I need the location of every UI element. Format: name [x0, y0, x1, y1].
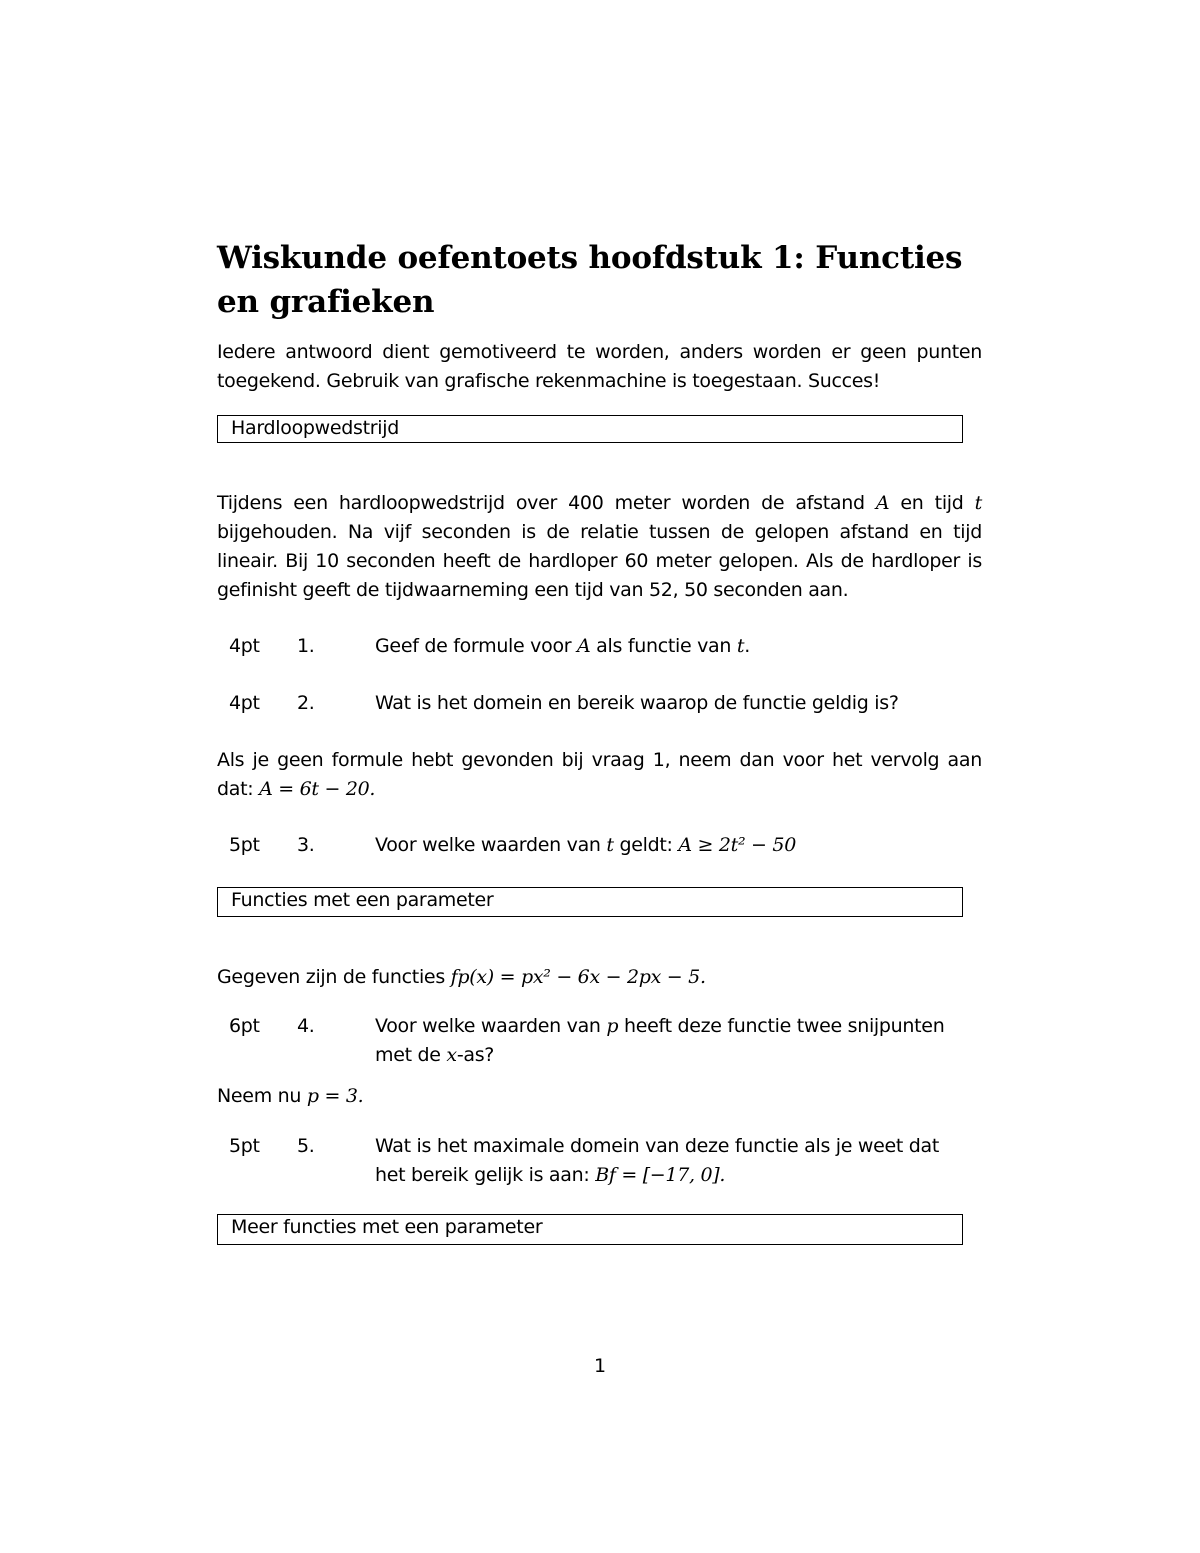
text-span: Voor welke waarden van — [375, 834, 607, 856]
page-title: Wiskunde oefentoets hoofdstuk 1: Functies en grafieken — [217, 240, 963, 320]
var-t: t — [974, 492, 983, 514]
question-text — [375, 831, 970, 860]
text-span: Tijdens een hardloopwedstrijd over 400 meter worden de afstand — [217, 492, 876, 514]
question-text — [375, 632, 970, 661]
section1-paragraph — [217, 489, 982, 605]
text-span: . — [744, 635, 750, 657]
text-span: Voor welke waarden van — [375, 1015, 607, 1037]
text-span: -as? — [456, 1044, 495, 1066]
text-span: als functie van — [590, 635, 737, 657]
var-t: t — [606, 834, 614, 856]
page-number: 1 — [593, 1355, 607, 1377]
section-heading-hardloopwedstrijd: Hardloopwedstrijd — [217, 415, 963, 443]
section-heading-meer-functies: Meer functies met een parameter — [217, 1214, 963, 1245]
question-number: 1. — [297, 635, 315, 657]
question-points: 6pt — [229, 1015, 260, 1037]
formula: Bf = [−17, 0]. — [595, 1164, 726, 1186]
formula: p = 3. — [306, 1085, 364, 1107]
question-points: 4pt — [229, 635, 260, 657]
question-2 — [217, 689, 982, 718]
text-span: bijgehouden. Na vijf seconden is de relatie tussen de gelopen afstand en tijd lineair. Bij 10 seconden heeft de hardloper 60 meter gelopen. Als de hardloper is gefinisht geeft de tijdwaarneming een tijd van 52, 50 seconden aan. — [217, 521, 982, 601]
text-span: Geef de formule voor — [375, 635, 578, 657]
text-span: Neem nu — [217, 1085, 307, 1107]
formula: A ≥ 2t² − 50 — [678, 834, 796, 856]
assumption-paragraph — [217, 746, 982, 804]
question-points: 5pt — [229, 834, 260, 856]
intro-paragraph: Iedere antwoord dient gemotiveerd te worden, anders worden er geen punten toegekend. Gebruik van grafische rekenmachine is toegestaan. Succes! — [217, 341, 982, 392]
text-span: Gegeven zijn de functies — [217, 966, 451, 988]
var-t: t — [736, 635, 745, 657]
var-x: x — [446, 1044, 457, 1066]
question-4 — [217, 1012, 982, 1070]
text-span: heeft deze functie twee snijpunten met de — [375, 1015, 945, 1066]
question-text — [375, 1132, 970, 1190]
formula: fp(x) = px² − 6x − 2px − 5. — [450, 966, 706, 988]
question-points: 4pt — [229, 692, 260, 714]
question-number: 2. — [297, 692, 315, 714]
question-text — [375, 1012, 970, 1070]
text-span: en tijd — [889, 492, 975, 514]
question-number: 3. — [297, 834, 315, 856]
formula: A = 6t − 20. — [259, 778, 376, 800]
section-heading-functies-met-parameter: Functies met een parameter — [217, 887, 963, 917]
question-3 — [217, 831, 982, 860]
text-span: Als je geen formule hebt gevonden bij vraag 1, neem dan voor het vervolg aan dat: — [217, 749, 982, 800]
parameter-choice-paragraph — [217, 1082, 982, 1111]
question-number: 4. — [297, 1015, 315, 1037]
question-5 — [217, 1132, 982, 1190]
question-text: Wat is het domein en bereik waarop de functie geldig is? — [375, 692, 899, 714]
var-A: A — [577, 635, 591, 657]
text-span: Wat is het maximale domein van deze functie als je weet dat het bereik gelijk is aan: — [375, 1135, 940, 1186]
question-points: 5pt — [229, 1135, 260, 1157]
var-A: A — [875, 492, 890, 514]
question-1 — [217, 632, 982, 661]
question-number: 5. — [297, 1135, 315, 1157]
section2-paragraph — [217, 963, 982, 992]
var-p: p — [606, 1015, 619, 1037]
document-page — [217, 236, 982, 1245]
text-span: geldt: — [613, 834, 679, 856]
